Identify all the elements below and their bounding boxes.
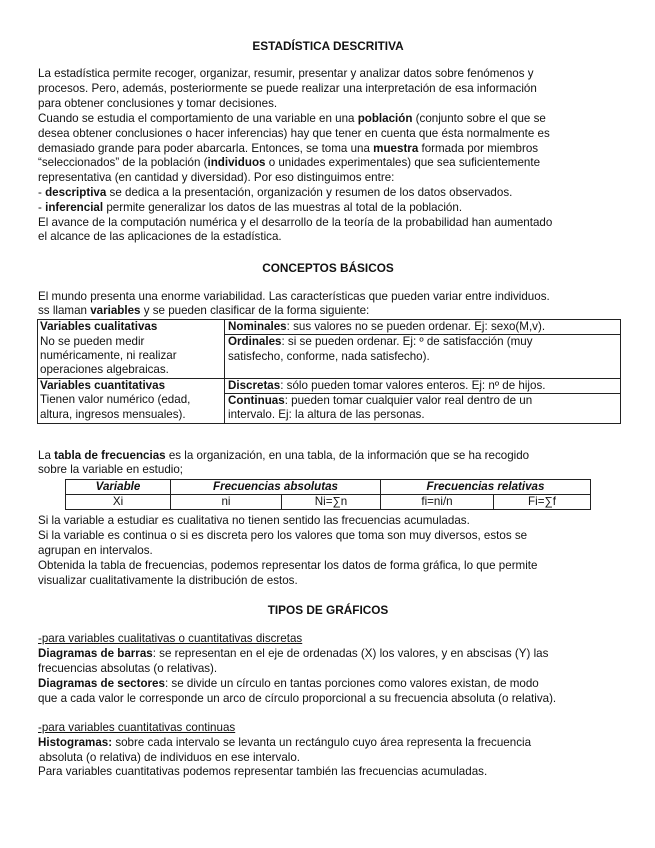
term-muestra: muestra <box>373 142 419 155</box>
intro-line-11: El avance de la computación numérica y el desarrollo de la teoría de la probabilidad han aumentado <box>38 216 553 229</box>
cuantitativas-desc-2: altura, ingresos mensuales). <box>40 407 186 421</box>
frecuencias-line-1 <box>38 449 529 464</box>
freq-cell-ni: ni <box>171 494 282 509</box>
frecuencias-para-1: Si la variable a estudiar es cualitativa no tienen sentido las frecuencias acumuladas. <box>38 514 470 527</box>
freq-cell-Ni: Ni=∑n <box>282 494 381 509</box>
text-run: “seleccionados” de la población ( <box>38 156 208 169</box>
freq-header-absolutas: Frecuencias absolutas <box>171 480 381 495</box>
cualitativas-header-cell <box>38 320 225 335</box>
term-descriptiva: descriptiva <box>45 186 107 199</box>
term-nominales: Nominales <box>228 320 287 333</box>
text-run: : se divide un círculo en tantas porciones como valores existan, de modo <box>164 677 539 690</box>
cualitativas-desc-2: numéricamente, ni realizar <box>40 349 177 363</box>
frecuencias-para-5: visualizar cualitativamente la distribución de estos. <box>38 574 298 587</box>
term-discretas: Discretas <box>228 378 281 392</box>
term-tabla-frecuencias: tabla de frecuencias <box>54 449 166 462</box>
continuas-line-1 <box>228 394 618 408</box>
cualitativas-desc-cell <box>38 335 225 378</box>
term-poblacion: población <box>357 112 413 125</box>
discretas-text: : sólo pueden tomar valores enteros. Ej: nº de hijos. <box>280 378 546 392</box>
cuantitativas-header-cell <box>38 378 225 393</box>
term-inferencial: inferencial <box>45 201 104 214</box>
frecuencias-para-3: agrupan en intervalos. <box>38 544 153 557</box>
conceptos-line-1: El mundo presenta una enorme variabilidad. Las características que pueden variar entre individuos. <box>38 290 550 303</box>
cualitativas-desc-1: No se pueden medir <box>40 334 145 348</box>
intro-line-1: La estadística permite recoger, organizar, resumir, presentar y analizar datos sobre fenómenos y <box>38 67 534 80</box>
text-run: demasiado grande para poder abarcarla. Entonces, se toma una <box>38 142 374 155</box>
continuas-text: : pueden tomar cualquier valor real dentro de un <box>284 393 533 407</box>
variables-table <box>37 319 621 424</box>
frecuencias-para-4: Obtenida la tabla de frecuencias, podemos representar los datos de forma gráfica, lo que permite <box>38 559 538 572</box>
section-title-graficos: TIPOS DE GRÁFICOS <box>267 603 389 617</box>
barras-line-1 <box>38 647 548 662</box>
intro-line-4 <box>38 112 546 127</box>
continuas-cell <box>225 393 621 423</box>
nominales-cell <box>225 320 621 335</box>
term-individuos: individuos <box>207 156 266 169</box>
term-continuas: Continuas <box>228 393 285 407</box>
ordinales-cell <box>225 335 621 378</box>
term-histogramas: Histogramas: <box>38 736 113 749</box>
intro-line-2: procesos. Pero, además, posteriormente se puede realizar una interpretación de esa información <box>38 82 537 95</box>
graficos-subheading-1: -para variables cualitativas o cuantitativas discretas <box>38 632 303 645</box>
text-run: se dedica a la presentación, organización y resumen de los datos observados. <box>106 186 513 199</box>
text-run: o unidades experimentales) que sea suficientemente <box>265 156 541 169</box>
intro-line-9 <box>38 186 512 201</box>
ordinales-line-2: satisfecho, conforme, nada satisfecho). <box>228 349 430 363</box>
section-title-conceptos: CONCEPTOS BÁSICOS <box>262 261 394 275</box>
text-run: (conjunto sobre el que se <box>412 112 546 125</box>
cuantitativas-header: Variables cuantitativas <box>40 378 166 392</box>
barras-line-2: frecuencias absolutas (o relativas). <box>38 662 218 675</box>
freq-header-variable: Variable <box>66 480 171 495</box>
intro-line-7 <box>38 156 540 171</box>
text-run: Cuando se estudia el comportamiento de una variable en una <box>38 112 358 125</box>
freq-cell-fi: fi=ni/n <box>381 494 494 509</box>
intro-line-5: desea obtener conclusiones o hacer inferencias) hay que tener en cuenta que ésta normalmente es <box>38 127 550 140</box>
freq-cell-Fi: Fi=∑f <box>494 494 591 509</box>
sectores-line-2: que a cada valor le corresponde un arco de círculo proporcional a su frecuencia absoluta (o relativa). <box>38 692 557 705</box>
text-run: - <box>38 186 46 199</box>
document-title: ESTADÍSTICA DESCRITIVA <box>252 39 404 53</box>
text-run: permite generalizar los datos de las muestras al total de la población. <box>103 201 463 214</box>
text-run: ss llaman <box>38 304 91 317</box>
text-run: y se pueden clasificar de la forma siguiente: <box>140 304 370 317</box>
sectores-line-1 <box>38 677 539 692</box>
cuantitativas-desc-1: Tienen valor numérico (edad, <box>40 393 191 407</box>
term-diagramas-sectores: Diagramas de sectores <box>38 677 165 690</box>
frecuencias-para-2: Si la variable es continua o si es discreta pero los valores que toma son muy diversos, estos se <box>38 529 528 542</box>
cualitativas-desc-3: operaciones algebraicas. <box>40 363 169 377</box>
text-run: formada por miembros <box>418 142 539 155</box>
freq-header-relativas: Frecuencias relativas <box>381 480 591 495</box>
graficos-subheading-2: -para variables cuantitativas continuas <box>38 721 236 734</box>
text-run: sobre cada intervalo se levanta un rectángulo cuyo área representa la frecuencia <box>112 736 532 749</box>
conceptos-line-2 <box>38 304 369 319</box>
histo-line-1 <box>38 736 531 751</box>
freq-cell-xi: Xi <box>66 494 171 509</box>
intro-line-10 <box>38 201 462 216</box>
nominales-text: : sus valores no se pueden ordenar. Ej: sexo(M,v). <box>286 320 546 333</box>
histo-line-2: absoluta (o relativa) de individuos en ese intervalo. <box>39 751 301 764</box>
discretas-cell <box>225 378 621 393</box>
ordinales-text: : si se pueden ordenar. Ej: º de satisfacción (muy <box>281 335 533 349</box>
ordinales-line-1 <box>228 335 618 349</box>
term-ordinales: Ordinales <box>228 335 282 349</box>
intro-line-3: para obtener conclusiones y tomar decisiones. <box>38 97 278 110</box>
term-diagramas-barras: Diagramas de barras <box>38 647 153 660</box>
frequency-table <box>65 479 591 510</box>
intro-line-6 <box>38 142 538 157</box>
cuantitativas-desc-cell <box>38 393 225 423</box>
continuas-line-2: intervalo. Ej: la altura de las personas. <box>228 408 425 422</box>
text-run: La <box>38 449 55 462</box>
cualitativas-header: Variables cualitativas <box>40 320 158 333</box>
intro-line-12: el alcance de las aplicaciones de la estadística. <box>38 230 282 243</box>
intro-line-8: representativa (en cantidad y diversidad). Por eso distinguimos entre: <box>38 171 395 184</box>
graficos-final-line: Para variables cuantitativas podemos representar también las frecuencias acumuladas. <box>38 765 488 778</box>
frecuencias-line-2: sobre la variable en estudio; <box>38 463 184 476</box>
text-run: : se representan en el eje de ordenadas (X) los valores, y en abscisas (Y) las <box>152 647 549 660</box>
text-run: es la organización, en una tabla, de la información que se ha recogido <box>165 449 530 462</box>
text-run: - <box>38 201 46 214</box>
term-variables: variables <box>90 304 141 317</box>
